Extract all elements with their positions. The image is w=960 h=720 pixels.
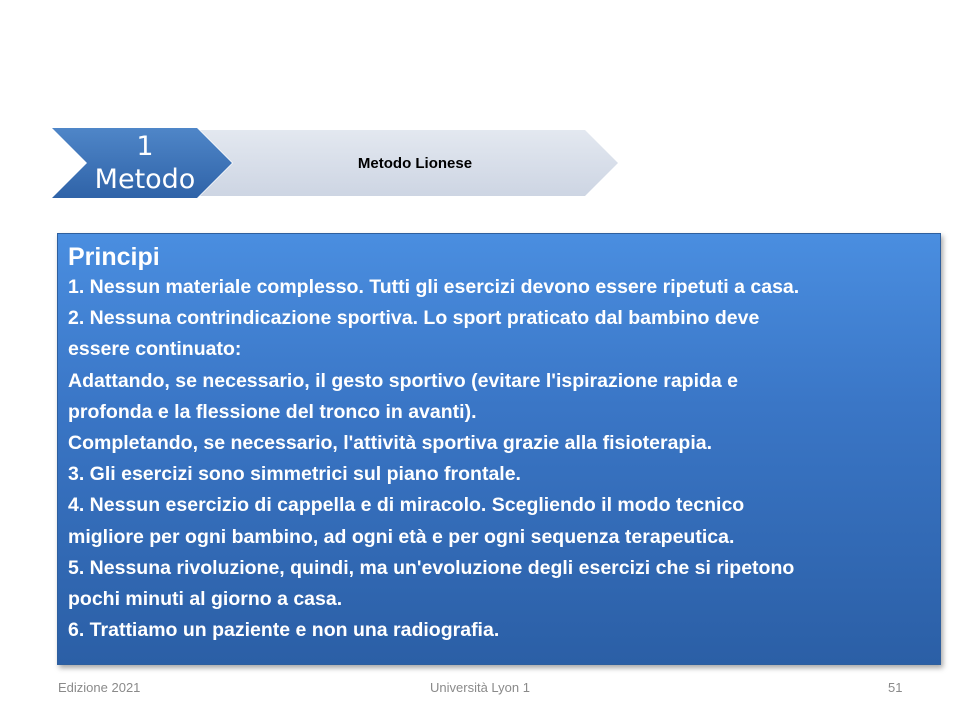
principle-line: migliore per ogni bambino, ad ogni età e per ogni sequenza terapeutica.	[68, 525, 735, 548]
principle-line: essere continuato:	[68, 338, 242, 361]
step-label	[60, 128, 230, 198]
footer-university: Università Lyon 1	[430, 680, 530, 695]
principle-line: 2. Nessuna contrindicazione sportiva. Lo sport praticato dal bambino deve	[68, 307, 760, 330]
principle-line: 5. Nessuna rivoluzione, quindi, ma un'evoluzione degli esercizi che si ripetono	[68, 556, 795, 579]
principle-line: profonda e la flessione del tronco in avanti).	[68, 400, 477, 423]
step-number: 1	[136, 131, 154, 162]
principle-line: 6. Trattiamo un paziente e non una radiografia.	[68, 619, 500, 642]
principle-line: 1. Nessun materiale complesso. Tutti gli esercizi devono essere ripetuti a casa.	[68, 276, 800, 298]
principles-title: Principi	[68, 243, 160, 271]
principle-line: 4. Nessun esercizio di cappella e di miracolo. Scegliendo il modo tecnico	[68, 494, 745, 517]
principle-line: Adattando, se necessario, il gesto sportivo (evitare l'ispirazione rapida e	[68, 369, 739, 392]
step-title: Metodo Lionese	[357, 154, 473, 172]
principles-box	[57, 233, 941, 665]
principle-line: 3. Gli esercizi sono simmetrici sul piano frontale.	[68, 463, 521, 486]
step-label-text: Metodo	[94, 164, 196, 195]
page-number: 51	[888, 680, 903, 695]
footer-edition: Edizione 2021	[58, 680, 141, 695]
principle-line: Completando, se necessario, l'attività sportiva grazie alla fisioterapia.	[68, 432, 713, 455]
principle-line: pochi minuti al giorno a casa.	[68, 588, 343, 611]
